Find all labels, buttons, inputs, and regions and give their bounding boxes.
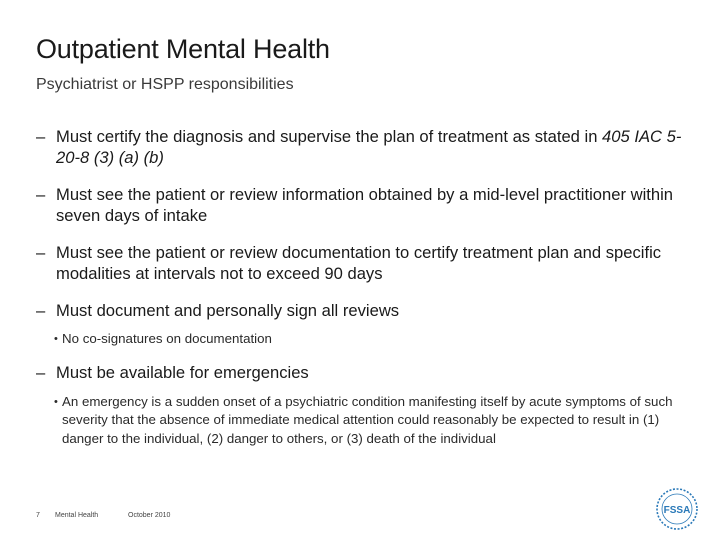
sub-bullet-no-cosignatures: [36, 330, 690, 349]
logo-text: FSSA: [663, 505, 691, 516]
dot-marker: •: [54, 332, 58, 345]
footer-date: October 2010: [128, 512, 171, 519]
bullet-certify-diagnosis: [36, 127, 690, 168]
bullet-text: Must see the patient or review documentation to certify treatment plan and specific modalities at intervals not to exceed 90 days: [56, 243, 662, 283]
bullet-text: Must certify the diagnosis and supervise the plan of treatment as stated in: [56, 127, 603, 146]
citation-text: 405 IAC 5-20-8 (3) (a) (b): [56, 127, 682, 167]
dash-marker: –: [36, 185, 46, 204]
fssa-seal-icon: [655, 487, 699, 531]
slide-subtitle: Psychiatrist or HSPP responsibilities: [36, 76, 294, 93]
bullet-text: Must be available for emergencies: [56, 363, 309, 382]
sub-bullet-emergency-definition: [36, 393, 690, 449]
bullet-list: [36, 127, 690, 448]
bullet-certify-treatment-plan: [36, 243, 690, 284]
dash-marker: –: [36, 363, 46, 382]
slide-title: Outpatient Mental Health: [36, 34, 330, 64]
bullet-text: Must see the patient or review information obtained by a mid-level practitioner within seven days of intake: [56, 185, 674, 225]
bullet-emergencies: [36, 363, 690, 384]
footer-section: Mental Health: [55, 512, 99, 519]
dash-marker: –: [36, 301, 46, 320]
footer-page-number: 7: [36, 512, 40, 519]
bullet-text: Must document and personally sign all reviews: [56, 301, 400, 320]
sub-bullet-text: No co-signatures on documentation: [62, 330, 272, 346]
dash-marker: –: [36, 243, 46, 262]
bullet-document-sign: [36, 301, 690, 322]
dash-marker: –: [36, 127, 46, 146]
sub-bullet-text: An emergency is a sudden onset of a psychiatric condition manifesting itself by acute symptoms of such severity that the absence of immediate medical attention could reasonably be expected to result in (1) danger to the individual, (2) danger to others, or (3) death of the individual: [62, 393, 673, 446]
dot-marker: •: [54, 395, 58, 408]
bullet-see-patient-intake: [36, 185, 690, 226]
